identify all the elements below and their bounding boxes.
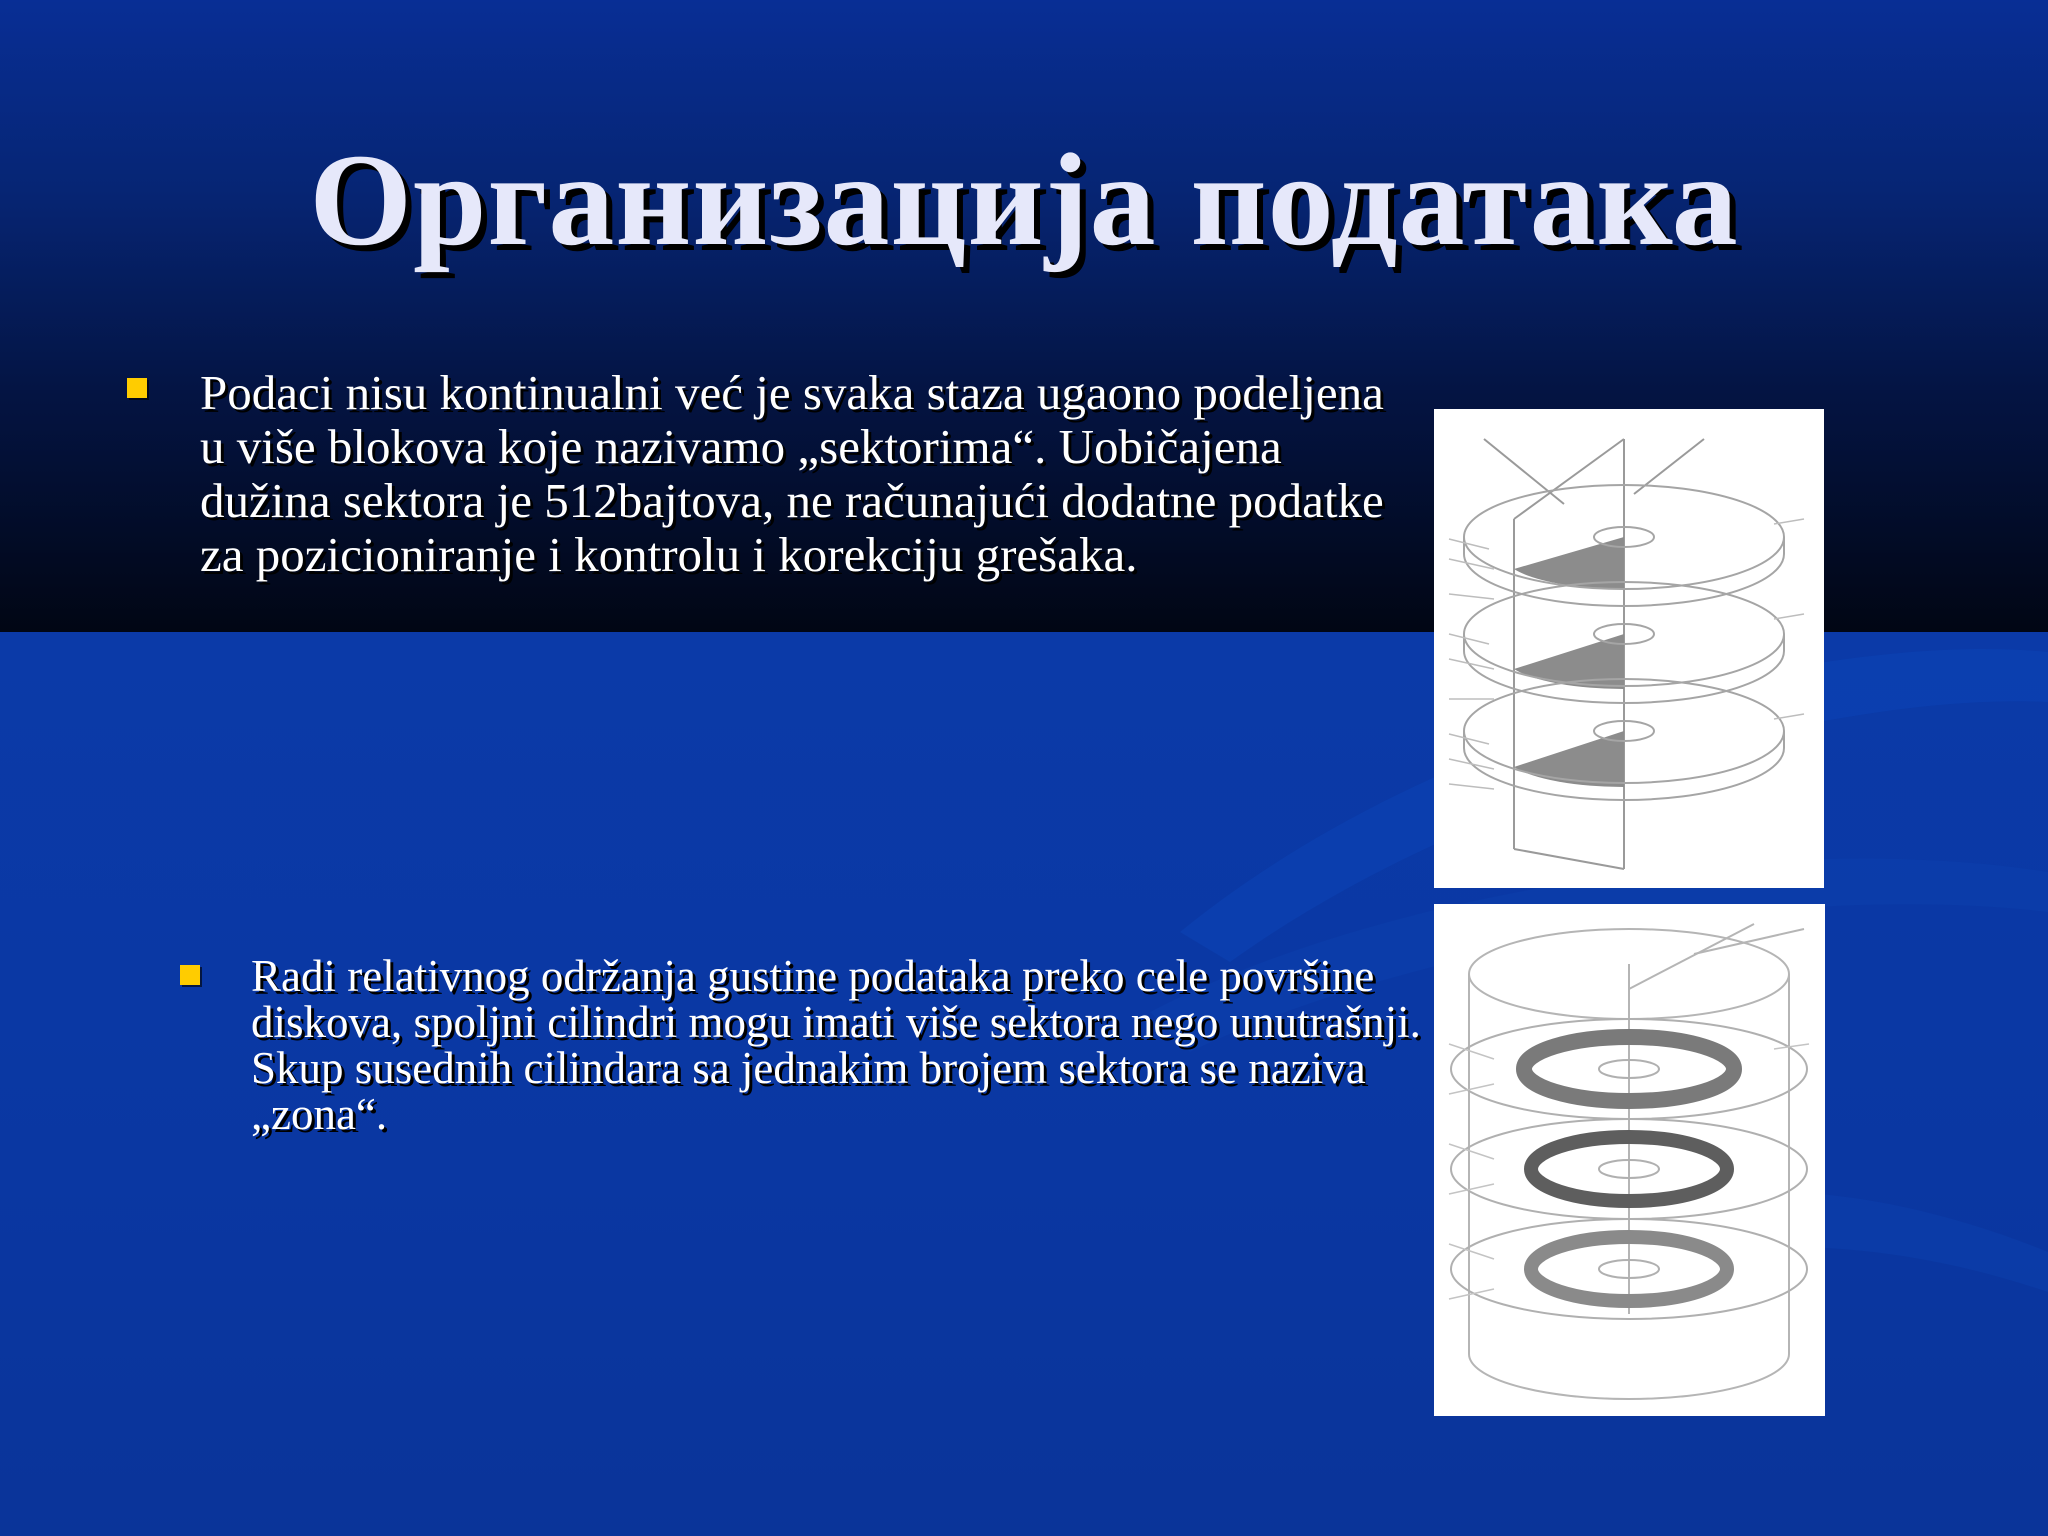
slide-title: Организација података [309, 126, 1739, 273]
disk-zones-figure [1434, 904, 1825, 1416]
bullet-text-2: Radi relativnog održanja gustine podataka preko cele površine diskova, spoljni cilindri mogu imati više sektora nego unutrašnji. Skup susednih cilindara sa jednakim brojem sektora se naziva „zona“. [251, 951, 1421, 1139]
disk-sectors-figure [1434, 409, 1824, 888]
bullet-square-icon [180, 965, 200, 985]
bullet-square-icon [127, 378, 147, 398]
bullet-item-1 [200, 366, 1400, 582]
bullet-item-2 [251, 953, 1431, 1137]
bullet-text-1: Podaci nisu kontinualni već je svaka staza ugaono podeljena u više blokova koje nazivamo „sektorima“. Uobičajena dužina sektora je 512bajtova, ne računajući dodatne podatke za pozicioniranje i kontrolu i korekciju grešaka. [200, 365, 1384, 582]
